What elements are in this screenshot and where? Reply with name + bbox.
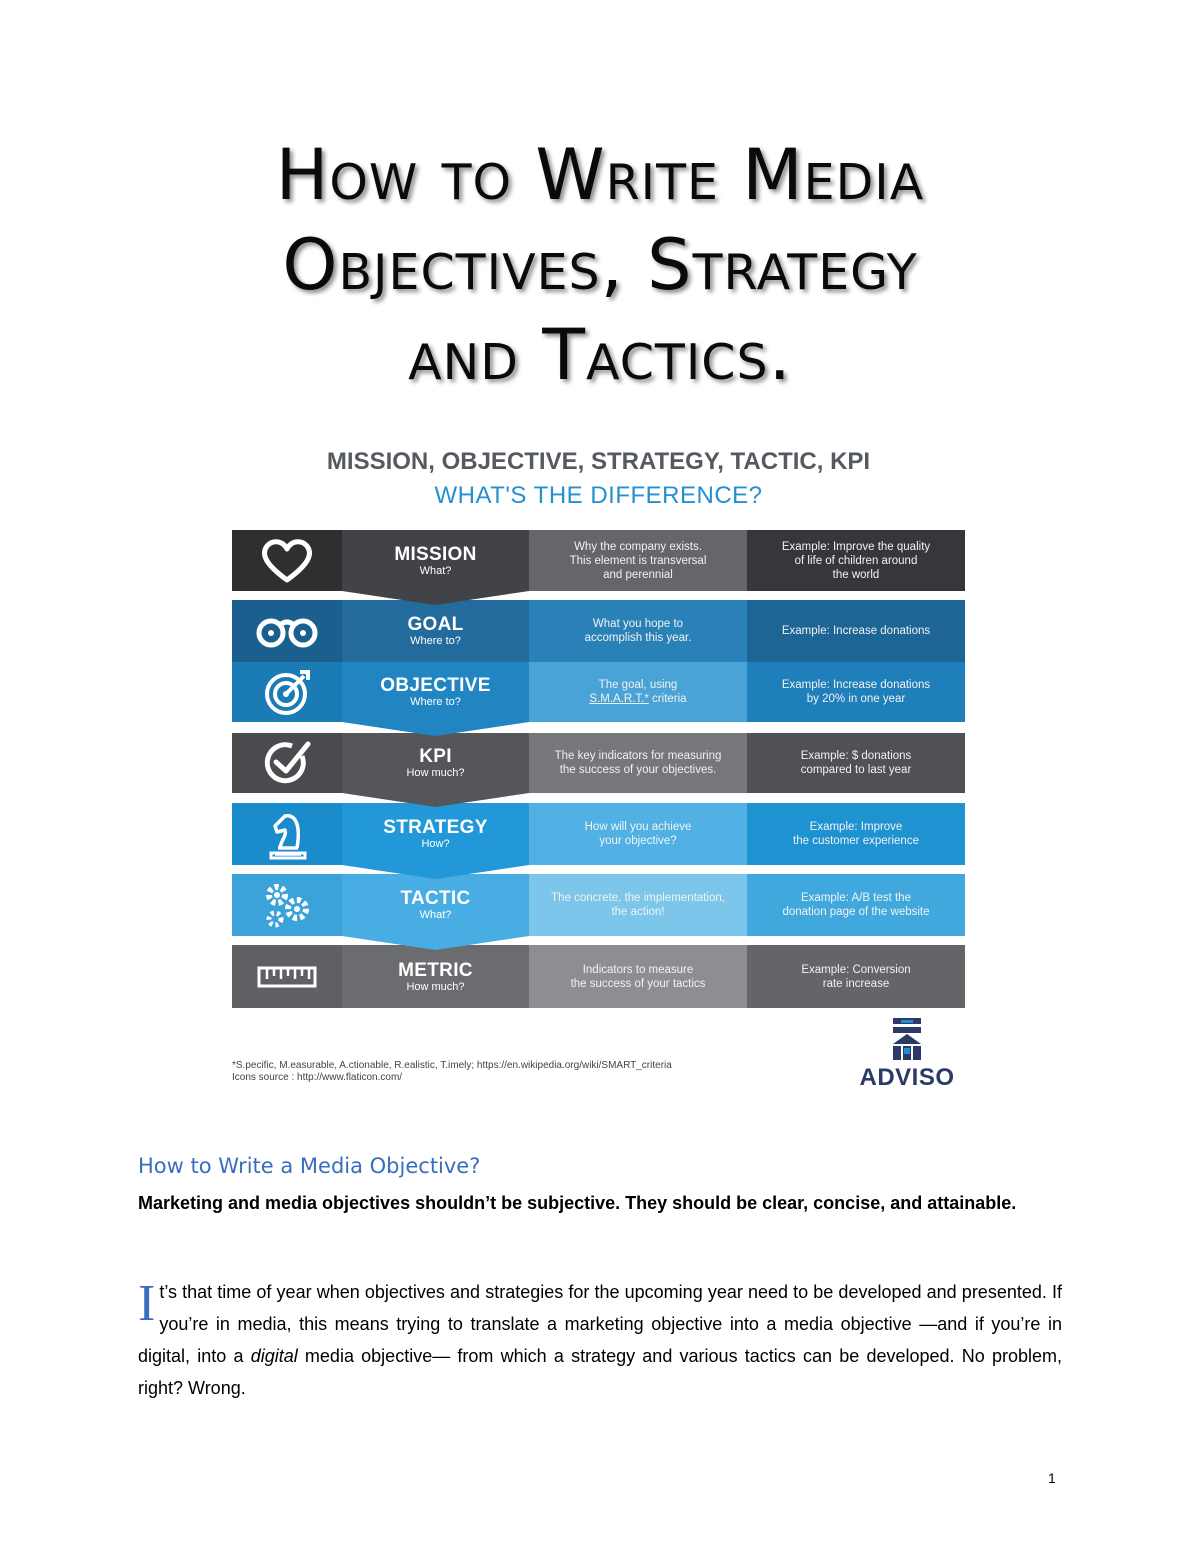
- row-icon-cell: [232, 803, 342, 865]
- row-example-text: Example: Conversion rate increase: [801, 963, 911, 990]
- row-example: [747, 530, 965, 591]
- row-label: METRIC: [398, 959, 473, 981]
- row-example-text: Example: Increase donations: [781, 625, 931, 637]
- row-label-cell: [342, 530, 529, 591]
- ruler-icon: [257, 965, 317, 989]
- row-label-cell: [342, 733, 529, 793]
- heart-icon: [257, 536, 317, 586]
- row-example-text: Example: Improve the customer experience: [793, 821, 919, 847]
- row-label: STRATEGY: [383, 817, 488, 838]
- row-description: [529, 530, 747, 591]
- row-description: [529, 945, 747, 1008]
- footnote-smart: *S.pecific, M.easurable, A.ctionable, R.ealistic, T.imely; https://en.wikipedia.org/wiki/SMART_criteria: [232, 1060, 672, 1071]
- title-line-3: and Tactics.: [408, 314, 792, 396]
- lead-paragraph: Marketing and media objectives shouldn’t be subjective. They should be clear, concise, and attainable.: [138, 1193, 1017, 1213]
- row-label-cell: [342, 662, 529, 722]
- row-sublabel: Where to?: [410, 635, 461, 647]
- row-description-text: The concrete, the implementation, the action!: [551, 892, 725, 918]
- infographic-heading: MISSION, OBJECTIVE, STRATEGY, TACTIC, KPI: [326, 448, 871, 475]
- title-line-1: How to Write Media: [275, 134, 925, 216]
- row-example: [747, 803, 965, 865]
- row-example-text: Example: A/B test the donation page of the website: [782, 892, 930, 918]
- title-line-2: Objectives, Strategy: [282, 224, 918, 306]
- row-description: [529, 874, 747, 936]
- desc-text-pre: The goal, using: [598, 679, 678, 691]
- row-label: KPI: [419, 746, 452, 767]
- row-description: [529, 600, 747, 662]
- infographic-rows: [232, 530, 965, 1008]
- row-sublabel: How much?: [406, 767, 465, 779]
- gears-icon: [261, 881, 313, 929]
- row-label-cell: [342, 600, 529, 662]
- row-example: [747, 874, 965, 936]
- row-example: [747, 600, 965, 662]
- row-example: [747, 662, 965, 722]
- infographic: [232, 448, 965, 1100]
- chess-knight-icon: [265, 808, 309, 860]
- row-label-cell: [342, 803, 529, 865]
- row-example: [747, 733, 965, 793]
- row-label-cell: [342, 945, 529, 1008]
- chevron-strategy: [342, 865, 529, 879]
- row-example-text: Example: Improve the quality of life of children around the world: [781, 540, 931, 581]
- footnote-icons-source: Icons source : http://www.flaticon.com/: [232, 1072, 403, 1083]
- row-description: [529, 803, 747, 865]
- row-icon-cell: [232, 600, 342, 662]
- para-text-b: media objective— from which a strategy and various tactics can be developed. No problem, right? Wrong.: [138, 1346, 1062, 1398]
- row-description-text: Why the company exists. This element is transversal and perennial: [569, 540, 707, 581]
- row-mission: [232, 530, 965, 591]
- row-objective: [232, 662, 965, 722]
- adviso-logo-icon: [847, 1018, 967, 1062]
- chevron-kpi: [342, 793, 529, 807]
- chevron-objective: [342, 722, 529, 736]
- para-italic: digital: [250, 1346, 298, 1366]
- desc-text-post: criteria: [648, 693, 687, 705]
- row-icon-cell: [232, 662, 342, 722]
- row-example-text: Example: Increase donations by 20% in one year: [781, 679, 931, 705]
- page-number: 1: [1048, 1470, 1056, 1486]
- row-kpi: [232, 733, 965, 793]
- row-icon-cell: [232, 733, 342, 793]
- row-description: [529, 662, 747, 722]
- infographic-footnote: [232, 1060, 672, 1084]
- infographic-subheading: WHAT'S THE DIFFERENCE?: [434, 482, 763, 509]
- row-description-text: The key indicators for measuring the success of your objectives.: [554, 750, 722, 776]
- row-description-text: Indicators to measure the success of your tactics: [570, 963, 706, 990]
- chevron-tactic: [342, 936, 529, 950]
- row-strategy: [232, 803, 965, 865]
- adviso-logo: [847, 1018, 967, 1091]
- row-sublabel: How?: [421, 838, 450, 850]
- smart-criteria-link: S.M.A.R.T.*: [589, 693, 649, 705]
- row-description-text: How will you achieve your objective?: [584, 821, 692, 847]
- row-metric: [232, 945, 965, 1008]
- row-description: [529, 733, 747, 793]
- binoculars-icon: [254, 611, 320, 651]
- row-sublabel: What?: [419, 909, 452, 921]
- chevron-mission: [342, 591, 529, 605]
- row-description-text: What you hope to accomplish this year.: [584, 618, 692, 644]
- row-label: GOAL: [407, 614, 464, 635]
- row-label: MISSION: [394, 543, 477, 565]
- row-label: TACTIC: [400, 888, 471, 909]
- check-icon: [262, 738, 312, 788]
- para-text-a: t’s that time of year when objectives and strategies for the upcoming year need to be developed and presented. If you’re in media, this means trying to translate a marketing objective into a media objective —and if you’re in digital, into a: [138, 1282, 1062, 1366]
- body-paragraph: [138, 1276, 1062, 1404]
- drop-cap: I: [138, 1275, 156, 1332]
- row-icon-cell: [232, 945, 342, 1008]
- row-icon-cell: [232, 874, 342, 936]
- section-heading: How to Write a Media Objective?: [138, 1154, 481, 1178]
- row-tactic: [232, 874, 965, 936]
- row-label-cell: [342, 874, 529, 936]
- row-label: OBJECTIVE: [380, 675, 491, 696]
- row-sublabel: Where to?: [410, 696, 461, 708]
- row-example: [747, 945, 965, 1008]
- adviso-logo-text: ADVISO: [859, 1064, 955, 1091]
- row-sublabel: How much?: [406, 980, 465, 993]
- target-icon: [262, 667, 312, 717]
- row-example-text: Example: $ donations compared to last year: [800, 750, 912, 776]
- row-icon-cell: [232, 530, 342, 591]
- row-goal: [232, 600, 965, 662]
- document-title: [100, 130, 1100, 400]
- row-description-text: [589, 678, 686, 706]
- row-sublabel: What?: [419, 564, 452, 577]
